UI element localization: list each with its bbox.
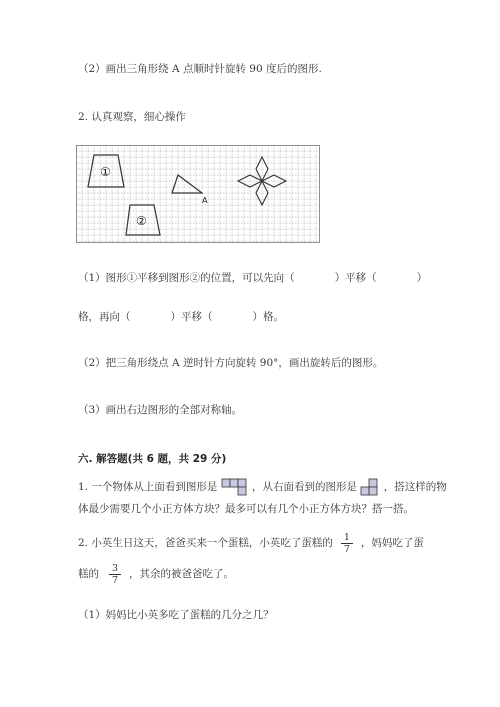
shape-2-label: ② — [136, 214, 147, 228]
problem-1-line-1: 1. 一个物体从上面看到图形是 ，从右面看到的图形是 ，搭这样的物 — [78, 477, 447, 497]
fraction-one-seventh: $\frac{1}{7}$ — [341, 532, 353, 555]
grid-lines — [76, 145, 320, 243]
fraction-three-sevenths: $\frac{3}{7}$ — [109, 563, 121, 586]
top-view-figure — [221, 478, 249, 496]
right-view-figure — [360, 477, 380, 497]
problem-2-line-2: 糕的 $\frac{3}{7}$ ，其余的被爸爸吃了。 — [78, 562, 235, 586]
section-6-title: 六. 解答题(共 6 题，共 29 分) — [78, 453, 227, 465]
question-1-line-1: （1）图形①平移到图形②的位置，可以先向（ ）平移（ ） — [78, 272, 428, 284]
point-a-label: A — [202, 196, 208, 205]
shape-1-label: ① — [100, 165, 111, 179]
question-rotate-90-cw: （2）画出三角形绕 A 点顺时针旋转 90 度后的图形. — [78, 63, 322, 75]
problem-2-question-1: （1）妈妈比小英多吃了蛋糕的几分之几？ — [78, 609, 274, 621]
section-2-title: 2. 认真观察，细心操作 — [78, 111, 186, 123]
question-2: （2）把三角形绕点 A 逆时针方向旋转 90°，画出旋转后的图形。 — [78, 357, 384, 369]
problem-1-line-2: 体最少需要几个小正方体方块？最多可以有几个小正方体方块？搭一搭。 — [78, 503, 414, 515]
problem-2-line-1: 2. 小英生日这天，爸爸买来一个蛋糕，小英吃了蛋糕的 $\frac{1}{7}$ ，妈妈吃了蛋 — [78, 531, 424, 555]
question-3: （3）画出右边图形的全部对称轴。 — [78, 404, 243, 416]
triangle — [172, 175, 202, 193]
grid-figure — [76, 145, 320, 243]
question-1-line-2: 格，再向（ ）平移（ ）格。 — [78, 311, 284, 323]
